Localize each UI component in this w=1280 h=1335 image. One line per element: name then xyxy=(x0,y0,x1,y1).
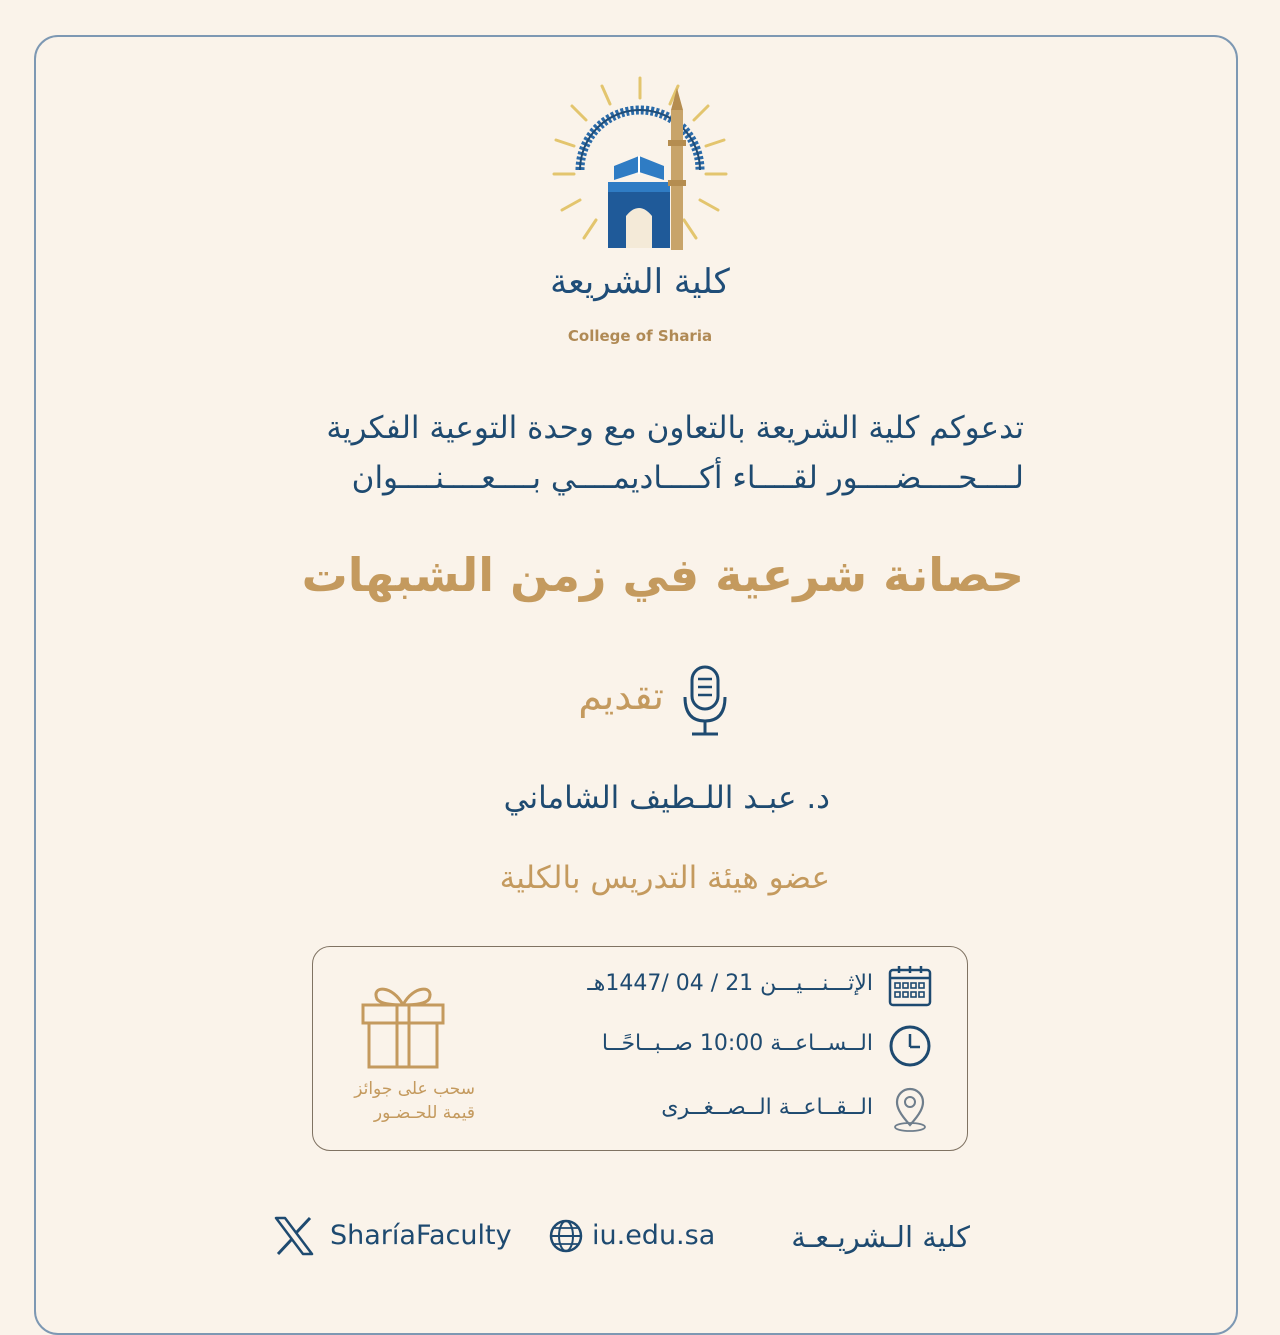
globe-icon xyxy=(548,1214,592,1258)
prize-note-line-2: قيمة للحـضـور xyxy=(373,1103,475,1123)
presenter-name: د. عبـد اللـطيف الشاماني xyxy=(503,780,830,816)
event-time-row xyxy=(503,1021,933,1071)
event-details-box xyxy=(312,946,968,1151)
x-logo-icon xyxy=(272,1214,316,1258)
prize-note-line-1: سحب على جوائز xyxy=(354,1079,475,1099)
presentation-heading xyxy=(540,660,740,742)
logo-arabic-name: كلية الشريعة xyxy=(550,262,730,302)
event-title: حصانة شرعية في زمن الشبهات xyxy=(301,548,1024,602)
logo-english-name: College of Sharia xyxy=(567,327,713,345)
invitation-line-1: تدعوكم كلية الشريعة بالتعاون مع وحدة التوعية الفكرية xyxy=(326,410,1024,446)
clock-icon xyxy=(887,1023,933,1069)
footer-x-account[interactable] xyxy=(272,1210,512,1266)
calendar-icon xyxy=(887,963,933,1009)
event-time: الــســاعــة 10:00 صــبــاحًــا xyxy=(601,1031,873,1056)
event-location-row xyxy=(503,1085,933,1135)
invitation-line-2: لــــحــــضــــور لقــــاء أكــــاديمــــي بــــعــــنــــوان xyxy=(351,460,1024,496)
college-name: كلية الـشريـعـة xyxy=(791,1220,970,1254)
event-location: الــقــاعــة الــصــغــرى xyxy=(661,1095,873,1120)
gift-icon xyxy=(353,975,453,1075)
event-date-row xyxy=(503,961,933,1011)
website-url: iu.edu.sa xyxy=(592,1220,716,1251)
x-handle: SharíaFaculty xyxy=(330,1220,512,1251)
prize-note xyxy=(329,1077,475,1125)
event-date: الإثـــنـــيـــن 21 / 04 /1447هـ xyxy=(587,971,873,996)
footer-college-name xyxy=(770,1210,970,1266)
college-logo-emblem xyxy=(540,70,740,260)
presentation-label: تقديم xyxy=(578,674,664,718)
microphone-icon xyxy=(680,665,730,737)
footer-website[interactable] xyxy=(548,1210,718,1266)
location-pin-icon xyxy=(887,1087,933,1133)
presenter-role: عضو هيئة التدريس بالكلية xyxy=(499,860,830,896)
